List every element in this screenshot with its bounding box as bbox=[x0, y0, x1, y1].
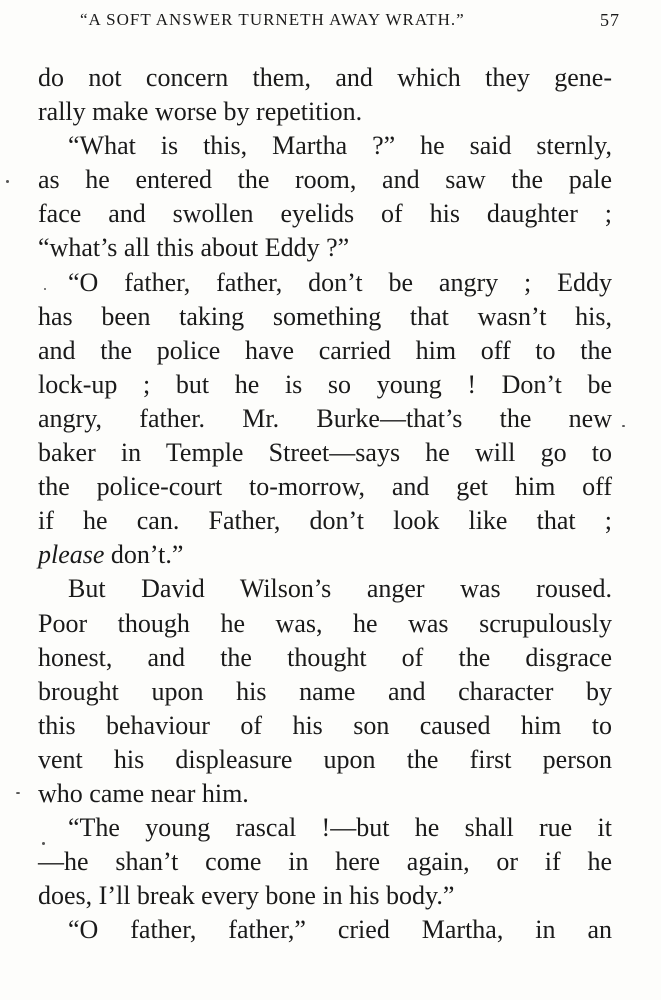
paper-speck bbox=[6, 180, 9, 183]
paper-speck bbox=[16, 792, 20, 794]
text-line: as he entered the room, and saw the pale bbox=[38, 165, 612, 195]
text-line: this behaviour of his son caused him to bbox=[38, 710, 612, 740]
text-line: and the police have carried him off to the bbox=[38, 335, 612, 365]
running-title: “A SOFT ANSWER TURNETH AWAY WRATH.” bbox=[80, 10, 465, 29]
text-line: “O father, father, don’t be angry ; Eddy bbox=[68, 267, 612, 297]
text-line: “O father, father,” cried Martha, in an bbox=[68, 915, 612, 945]
italic-word: please bbox=[38, 540, 105, 570]
text-line: has been taking something that wasn’t his, bbox=[38, 301, 612, 331]
text-line: baker in Temple Street—says he will go to bbox=[38, 438, 612, 468]
text-line: Poor though he was, he was scrupulously bbox=[38, 608, 612, 638]
text-line: —he shan’t come in here again, or if he bbox=[38, 847, 612, 877]
text-line: vent his displeasure upon the first person bbox=[38, 744, 612, 774]
text-line: if he can. Father, don’t look like that ; bbox=[38, 506, 612, 536]
text-line: But David Wilson’s anger was roused. bbox=[68, 574, 612, 604]
paper-speck bbox=[42, 842, 45, 845]
running-head bbox=[80, 10, 620, 34]
text-line: brought upon his name and character by bbox=[38, 676, 612, 706]
body-text bbox=[38, 61, 612, 947]
paper-speck bbox=[622, 425, 625, 427]
text-line: “what’s all this about Eddy ?” bbox=[38, 233, 350, 263]
text-line: “What is this, Martha ?” he said sternly, bbox=[68, 131, 612, 161]
text-line: angry, father. Mr. Burke—that’s the new bbox=[38, 403, 612, 433]
text-line: honest, and the thought of the disgrace bbox=[38, 642, 612, 672]
text-line: lock-up ; but he is so young ! Don’t be bbox=[38, 369, 612, 399]
text-line: does, I’ll break every bone in his body.” bbox=[38, 881, 455, 911]
page-number: 57 bbox=[600, 10, 620, 30]
paper-speck bbox=[44, 288, 46, 290]
text-line: please don’t.” bbox=[38, 540, 184, 570]
text-line: rally make worse by repetition. bbox=[38, 97, 363, 127]
text-line: face and swollen eyelids of his daughter ; bbox=[38, 199, 612, 229]
text-line: do not concern them, and which they gene- bbox=[38, 63, 612, 92]
text-line: the police-court to-morrow, and get him off bbox=[38, 472, 612, 502]
text-line: who came near him. bbox=[38, 778, 249, 808]
text-line: “The young rascal !—but he shall rue it bbox=[68, 813, 612, 843]
